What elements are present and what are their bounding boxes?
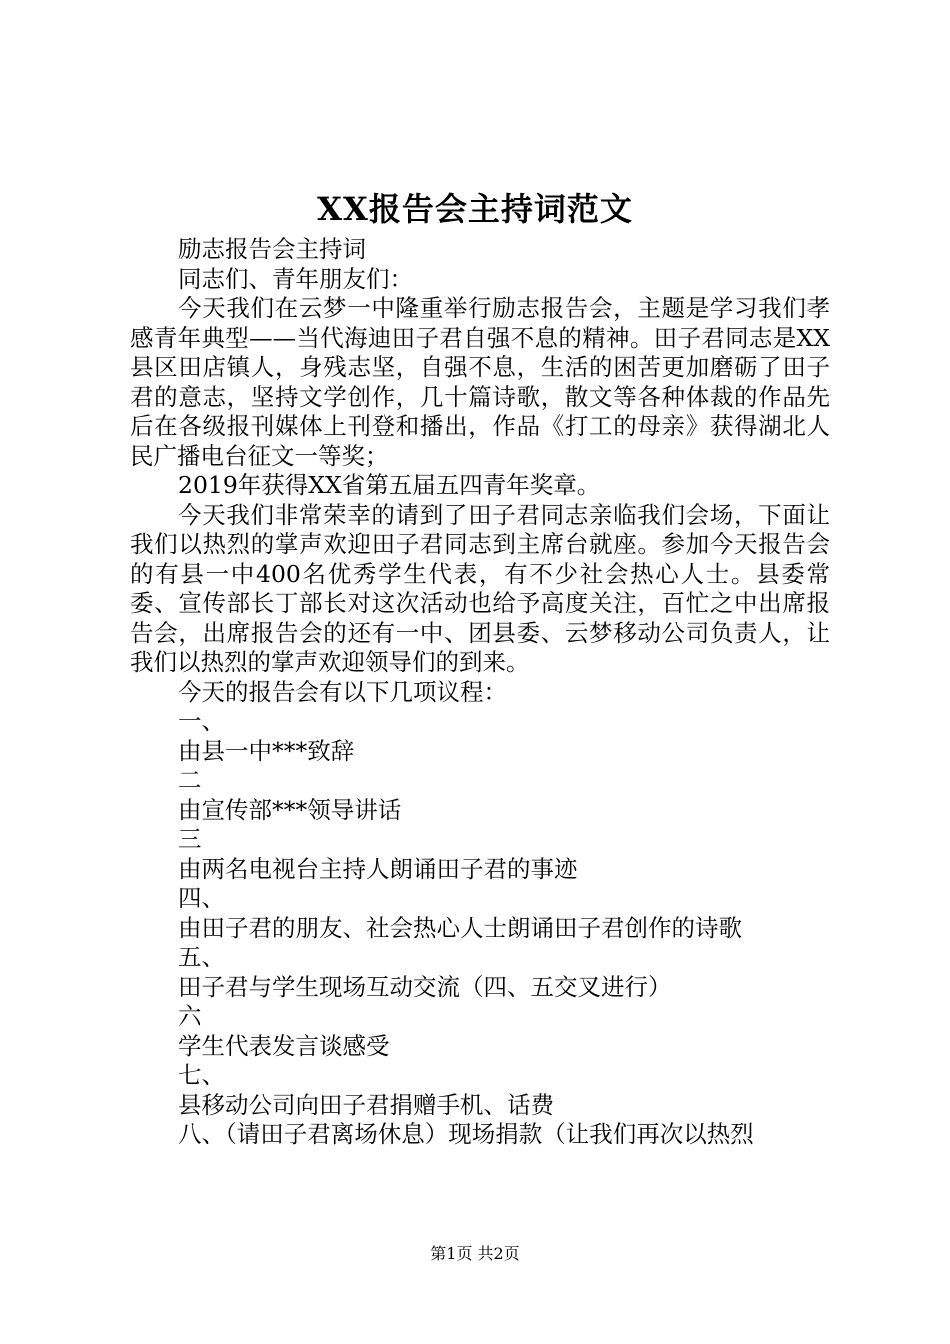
agenda-item: 由两名电视台主持人朗诵田子君的事迹 [178,854,578,883]
paragraph: 2019年获得XX省第五届五四青年奖章。 [178,471,601,499]
document-body [130,235,830,1150]
agenda-number: 四、 [178,884,225,912]
agenda-item: 田子君与学生现场互动交流（四、五交叉进行） [178,972,672,1001]
agenda-number: 六 [178,1002,202,1030]
paragraph: 励志报告会主持词 [178,235,366,263]
agenda-item: 由县一中***致辞 [178,736,355,765]
agenda-number: 五、 [178,943,225,971]
paragraph: 同志们、青年朋友们： [178,264,413,293]
paragraph: 今天我们在云梦一中隆重举行励志报告会，主题是学习我们孝感青年典型——当代海迪田子君自强不息的精神。田子君同志是XX县区田店镇人，身残志坚，自强不息，生活的困苦更加磨砺了田子君的意志，坚持文学创作，几十篇诗歌，散文等各种体裁的作品先后在各级报刊媒体上刊登和播出，作品《打工的母亲》获得湖北人民广播电台征文一等奖； [130,294,830,470]
agenda-number: 三 [178,825,202,853]
agenda-number: 一、 [178,707,225,735]
agenda-item: 县移动公司向田子君捐赠手机、话费 [178,1090,554,1119]
agenda-item: 由宣传部***领导讲话 [178,795,402,824]
agenda-number: 七、 [178,1061,225,1089]
agenda-number: 二 [178,766,202,794]
page-number-footer: 第1页 共2页 [430,1244,520,1263]
agenda-item: 由田子君的朋友、社会热心人士朗诵田子君创作的诗歌 [178,913,742,942]
agenda-item: 学生代表发言谈感受 [178,1031,390,1060]
agenda-item: 八、（请田子君离场休息）现场捐款（让我们再次以热烈 [178,1120,754,1148]
paragraph: 今天我们非常荣幸的请到了田子君同志亲临我们会场，下面让我们以热烈的掌声欢迎田子君同志到主席台就座。参加今天报告会的有县一中400名优秀学生代表，有不少社会热心人士。县委常委、宣传部长丁部长对这次活动也给予高度关注，百忙之中出席报告会，出席报告会的还有一中、团县委、云梦移动公司负责人，让我们以热烈的掌声欢迎领导们的到来。 [130,500,830,676]
document-title: XX报告会主持词范文 [317,190,633,228]
paragraph: 今天的报告会有以下几项议程： [178,677,507,706]
